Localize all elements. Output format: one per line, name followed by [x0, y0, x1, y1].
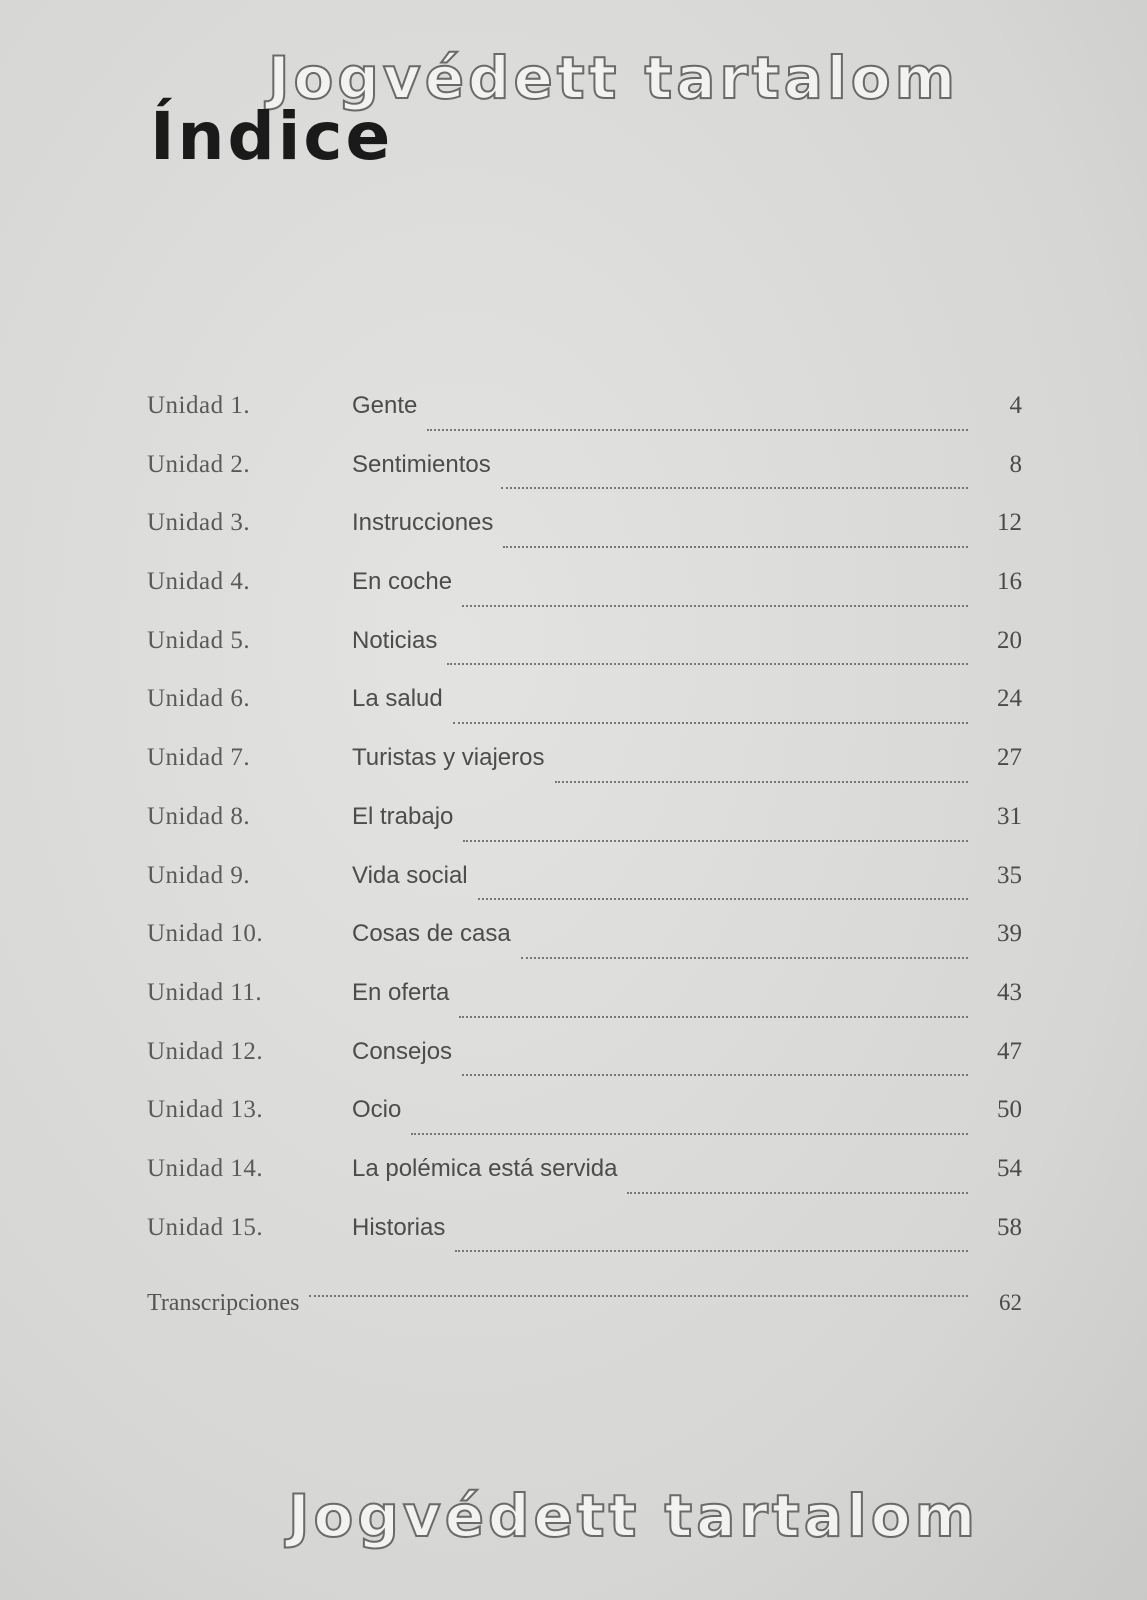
- toc-title: Gente: [352, 392, 418, 419]
- toc-page: 54: [997, 1154, 1022, 1182]
- toc-title: Consejos: [352, 1037, 453, 1065]
- toc-page: 20: [997, 626, 1022, 654]
- dot-leader: [411, 1132, 968, 1135]
- dot-leader: [462, 604, 968, 607]
- table-of-contents: [147, 392, 1047, 1272]
- dot-leader: [463, 839, 968, 842]
- toc-title: El trabajo: [352, 802, 454, 830]
- toc-page: 31: [997, 802, 1022, 830]
- dot-leader: [627, 1191, 968, 1194]
- toc-title: Instrucciones: [352, 509, 494, 537]
- toc-unit: Unidad 3.: [147, 509, 251, 537]
- dot-leader: [462, 1073, 968, 1076]
- toc-row[interactable]: [147, 920, 1047, 979]
- toc-page: 24: [997, 685, 1022, 713]
- toc-unit: Unidad 15.: [147, 1213, 264, 1241]
- dot-leader: [309, 1294, 968, 1297]
- toc-row[interactable]: [147, 1038, 1047, 1097]
- toc-unit: Unidad 11.: [147, 978, 263, 1006]
- dot-leader: [453, 721, 968, 724]
- dot-leader: [427, 428, 968, 431]
- dot-leader: [521, 956, 968, 959]
- toc-row[interactable]: [147, 1214, 1047, 1273]
- dot-leader: [501, 486, 968, 489]
- toc-title: Ocio: [352, 1096, 402, 1124]
- toc-row[interactable]: [147, 392, 1047, 451]
- toc-page: 8: [1009, 450, 1022, 478]
- toc-row[interactable]: [147, 685, 1047, 744]
- toc-page: 47: [997, 1037, 1022, 1065]
- toc-unit: Unidad 13.: [147, 1096, 264, 1124]
- toc-row[interactable]: [147, 509, 1047, 568]
- toc-row[interactable]: [147, 1155, 1047, 1214]
- watermark-top: Jogvédett tartalom: [267, 44, 960, 112]
- dot-leader: [478, 897, 968, 900]
- toc-row[interactable]: [147, 744, 1047, 803]
- toc-page: 50: [997, 1096, 1022, 1124]
- toc-unit: Unidad 9.: [147, 861, 251, 889]
- toc-unit: Unidad 8.: [147, 802, 251, 830]
- toc-row[interactable]: [147, 627, 1047, 686]
- toc-unit: Unidad 1.: [147, 392, 251, 419]
- toc-title: En oferta: [352, 978, 450, 1006]
- toc-title: Historias: [352, 1213, 446, 1241]
- toc-row[interactable]: [147, 979, 1047, 1038]
- toc-title: La salud: [352, 685, 443, 713]
- toc-unit: Unidad 12.: [147, 1037, 264, 1065]
- toc-unit: Unidad 2.: [147, 450, 251, 478]
- dot-leader: [447, 662, 968, 665]
- page-title: Índice: [150, 98, 394, 175]
- toc-unit: Unidad 6.: [147, 685, 251, 713]
- toc-row[interactable]: [147, 568, 1047, 627]
- toc-title: Vida social: [352, 861, 468, 889]
- watermark-bottom: Jogvédett tartalom: [287, 1482, 980, 1550]
- toc-row-transcriptions[interactable]: [147, 1290, 1047, 1317]
- toc-row[interactable]: [147, 1096, 1047, 1155]
- toc-title: Turistas y viajeros: [352, 744, 545, 772]
- toc-page: 27: [997, 744, 1022, 772]
- toc-title: Noticias: [352, 626, 438, 654]
- toc-page: 35: [997, 861, 1022, 889]
- toc-row[interactable]: [147, 451, 1047, 510]
- dot-leader: [555, 780, 969, 783]
- toc-unit: Unidad 4.: [147, 568, 251, 596]
- toc-title: La polémica está servida: [352, 1154, 618, 1182]
- toc-title: Sentimientos: [352, 450, 491, 478]
- toc-row[interactable]: [147, 803, 1047, 862]
- dot-leader: [503, 545, 968, 548]
- toc-page: 16: [997, 568, 1022, 596]
- toc-page: 58: [997, 1213, 1022, 1241]
- toc-unit: Unidad 14.: [147, 1154, 264, 1182]
- toc-page: 4: [1009, 392, 1022, 419]
- toc-row[interactable]: [147, 862, 1047, 921]
- toc-unit: Unidad 5.: [147, 626, 251, 654]
- toc-title: Cosas de casa: [352, 920, 511, 948]
- toc-unit: Unidad 7.: [147, 744, 251, 772]
- toc-page: 39: [997, 920, 1022, 948]
- toc-title: En coche: [352, 568, 453, 596]
- toc-page: 43: [997, 978, 1022, 1006]
- toc-page: 62: [999, 1290, 1022, 1315]
- toc-unit: Unidad 10.: [147, 920, 264, 948]
- toc-title: Transcripciones: [147, 1290, 300, 1316]
- dot-leader: [459, 1015, 968, 1018]
- dot-leader: [455, 1249, 968, 1252]
- toc-page: 12: [997, 509, 1022, 537]
